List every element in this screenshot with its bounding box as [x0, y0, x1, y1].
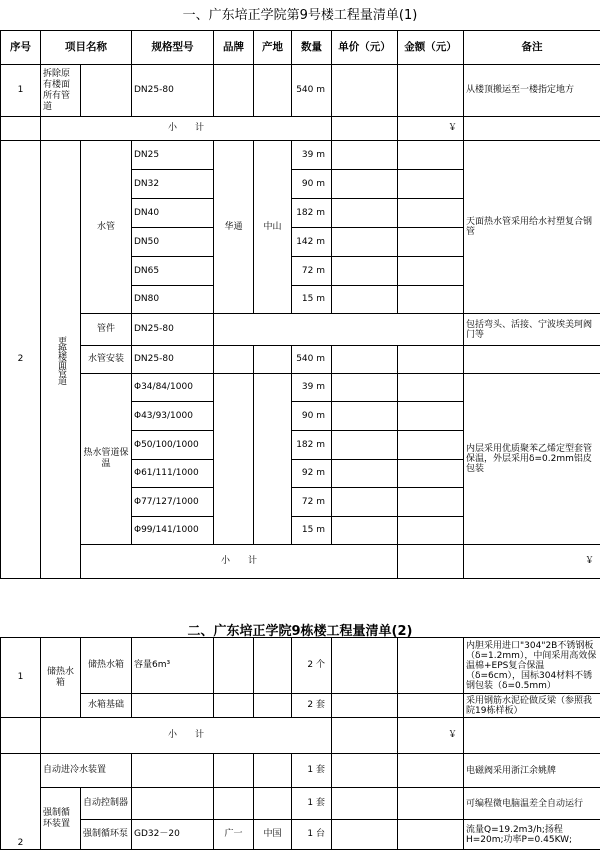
- item-name: 管件: [81, 314, 132, 346]
- remark-cell: 电磁阀采用浙江余姚牌: [464, 754, 600, 788]
- header-origin: 产地: [254, 31, 292, 65]
- subtotal-label: 小 计: [41, 718, 332, 754]
- table-row: [1, 788, 600, 820]
- header-brand: 品牌: [214, 31, 254, 65]
- subtotal-currency: ￥: [398, 718, 464, 754]
- subtotal-currency: ￥: [398, 117, 464, 141]
- header-seq: 序号: [1, 31, 41, 65]
- subtotal-row: [1, 718, 600, 754]
- item-name: 储热水箱: [81, 638, 132, 694]
- remark-cell: 可编程微电脑温差全自动运行: [464, 788, 600, 820]
- remark-cell: 从楼顶搬运至一楼指定地方: [464, 65, 600, 117]
- subtotal-currency: ￥: [464, 545, 600, 579]
- table-row: [1, 141, 600, 170]
- spec-cell: Φ61/111/1000: [132, 460, 214, 488]
- spec-cell: DN25-80: [132, 346, 214, 374]
- item-name: 储热水箱: [41, 638, 81, 718]
- qty-cell: 540 m: [292, 346, 332, 374]
- qty-cell: 2 个: [292, 638, 332, 694]
- qty-cell: 72 m: [292, 257, 332, 286]
- table-row: [1, 374, 600, 402]
- subtotal-row: [1, 545, 600, 579]
- page-title-2: 二、广东培正学院9栋楼工程量清单(2): [187, 624, 413, 639]
- group-name-cell: [41, 141, 81, 579]
- qty-cell: 182 m: [292, 199, 332, 228]
- qty-cell: 90 m: [292, 402, 332, 431]
- origin-cell: 中山: [254, 141, 292, 314]
- remark-cell: 内层采用优质聚苯乙烯定型套管保温，外层采用δ=0.2mm铝皮包装: [464, 374, 600, 545]
- header-spec: 规格型号: [132, 31, 214, 65]
- qty-cell: 540 m: [292, 65, 332, 117]
- qty-cell: 182 m: [292, 431, 332, 460]
- seq-cell: 1: [1, 638, 41, 718]
- item-name: 拆除原有楼面所有管道: [41, 65, 81, 117]
- spec-cell: 容量6m³: [132, 638, 214, 694]
- spec-cell: GD32－20: [132, 820, 214, 850]
- brand-cell: 广一: [214, 820, 254, 850]
- qty-cell: 90 m: [292, 170, 332, 199]
- qty-cell: 92 m: [292, 460, 332, 488]
- subtotal-label: 小 计: [81, 545, 398, 579]
- header-name: 项目名称: [41, 31, 132, 65]
- table-row: [1, 314, 600, 346]
- quantity-table-1-body: [0, 140, 600, 579]
- spec-cell: DN50: [132, 228, 214, 257]
- remark-cell: 流量Q=19.2m3/h;扬程H=20m;功率P=0.45KW;: [464, 820, 600, 850]
- quantity-table-2: [0, 637, 600, 850]
- remark-cell: 内胆采用进口"304"2B不锈钢板（δ=1.2mm），中间采用高效保温棉+EPS复合保温（δ=6cm），国标304材料不锈钢包装（δ=0.5mm）: [464, 638, 600, 694]
- item-name: 水管安装: [81, 346, 132, 374]
- qty-cell: 15 m: [292, 286, 332, 314]
- subtotal-label: 小 计: [41, 117, 332, 141]
- table-row: [1, 820, 600, 850]
- remark-cell: 采用钢筋水泥砼做反梁（参照我院19栋样板）: [464, 694, 600, 718]
- header-unit-price: 单价（元）: [332, 31, 398, 65]
- spec-cell: Φ50/100/1000: [132, 431, 214, 460]
- header-amount: 金额（元）: [398, 31, 464, 65]
- spec-cell: DN80: [132, 286, 214, 314]
- group-name: 更换楼面管道: [56, 335, 66, 384]
- qty-cell: 15 m: [292, 517, 332, 545]
- item-name: 热水管道保温: [81, 374, 132, 545]
- remark-cell: 包括弯头、活接、宁波埃美珂阀门等: [464, 314, 600, 346]
- spec-cell: DN65: [132, 257, 214, 286]
- spec-cell: Φ99/141/1000: [132, 517, 214, 545]
- qty-cell: 72 m: [292, 488, 332, 517]
- spec-cell: DN40: [132, 199, 214, 228]
- seq-cell: 2: [1, 141, 41, 579]
- seq-cell: 2: [1, 754, 41, 850]
- quantity-table-1: [0, 30, 600, 141]
- qty-cell: 2 套: [292, 694, 332, 718]
- qty-cell: 39 m: [292, 374, 332, 402]
- header-remark: 备注: [464, 31, 600, 65]
- spec-cell: DN25-80: [132, 314, 214, 346]
- spec-cell: DN32: [132, 170, 214, 199]
- table-row: [1, 346, 600, 374]
- item-name: 强制循环装置: [41, 788, 81, 850]
- subtotal-row: [1, 117, 600, 141]
- table-row: [1, 754, 600, 788]
- qty-cell: 1 套: [292, 788, 332, 820]
- table-row: [1, 65, 600, 117]
- origin-cell: 中国: [254, 820, 292, 850]
- spec-cell: DN25-80: [132, 65, 214, 117]
- item-name: 水管: [81, 141, 132, 314]
- qty-cell: 1 台: [292, 820, 332, 850]
- table-row: [1, 694, 600, 718]
- seq-cell: 1: [1, 65, 41, 117]
- spec-cell: Φ43/93/1000: [132, 402, 214, 431]
- brand-cell: 华通: [214, 141, 254, 314]
- item-name: 水箱基础: [81, 694, 132, 718]
- table-row: [1, 638, 600, 694]
- qty-cell: 39 m: [292, 141, 332, 170]
- item-name: 自动控制器: [81, 788, 132, 820]
- spec-cell: DN25: [132, 141, 214, 170]
- qty-cell: 142 m: [292, 228, 332, 257]
- spec-cell: Φ77/127/1000: [132, 488, 214, 517]
- remark-cell: 天面热水管采用给水衬塑复合钢管: [464, 141, 600, 314]
- header-row: [1, 31, 600, 65]
- qty-cell: 1 套: [292, 754, 332, 788]
- item-name: 强制循环泵: [81, 820, 132, 850]
- page-title-1: 一、广东培正学院第9号楼工程量清单(1): [182, 8, 418, 23]
- item-name: 自动进冷水装置: [41, 754, 132, 788]
- header-qty: 数量: [292, 31, 332, 65]
- spec-cell: Φ34/84/1000: [132, 374, 214, 402]
